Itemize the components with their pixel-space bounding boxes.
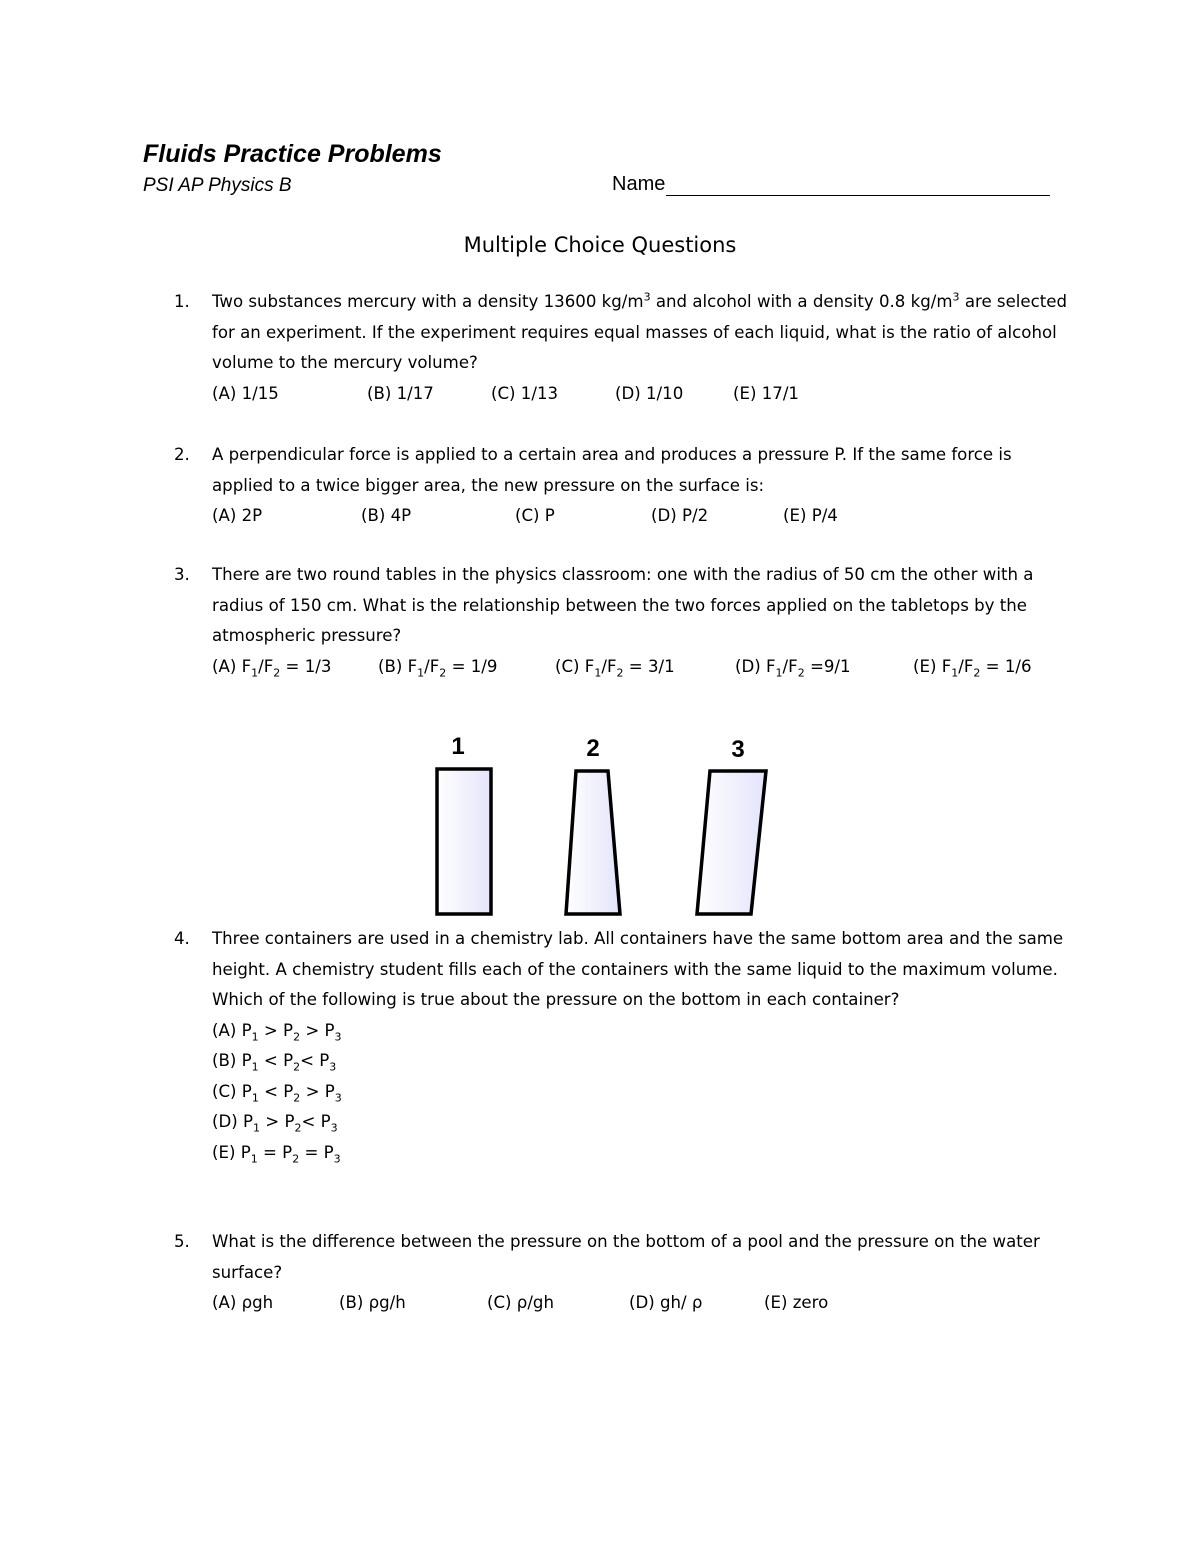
- option-a: (A) $P_1 > P_2 > P_3$: [212, 1020, 342, 1043]
- container-2-label: 2: [586, 735, 600, 762]
- question-number: 3.: [174, 565, 190, 584]
- question-text: Three containers are used in a chemistry lab. All containers have the same bottom area and the same height. A chemistry student fills each of the containers with the same liquid to the maximum volume. Which of the following is true about the pressure on the bottom in each container?: [212, 929, 1064, 1009]
- option-c: (C) ρ/gh: [487, 1293, 554, 1312]
- answer-options: [212, 1288, 1074, 1319]
- option-c: (C) 1/13: [491, 383, 559, 403]
- container-1-label: 1: [451, 733, 465, 760]
- question-5: [174, 1227, 1074, 1319]
- page-title: Fluids Practice Problems: [143, 140, 442, 168]
- option-c: (C) P: [515, 506, 555, 525]
- option-e: (E) P/4: [783, 506, 838, 525]
- option-b: (B) $F_1/F_2 = 1/9$: [378, 656, 498, 679]
- option-c: (C) $P_1 < P_2 > P_3$: [212, 1081, 342, 1104]
- container-3: [697, 771, 766, 914]
- option-d: (D) 1/10: [615, 383, 684, 403]
- option-b: (B) $P_1 < P_2< P_3$: [212, 1051, 337, 1074]
- answer-options: [212, 1016, 1074, 1169]
- option-b: (B) ρg/h: [339, 1293, 406, 1312]
- option-c: (C) $F_1/F_2 = 3/1$: [555, 656, 675, 679]
- option-b: (B) 4P: [361, 506, 412, 525]
- option-e: (E) 17/1: [733, 383, 799, 403]
- option-a: (A) 1/15: [212, 383, 279, 403]
- option-e: (E) $F_1/F_2 = 1/6$: [913, 656, 1032, 679]
- question-4: [174, 924, 1074, 1168]
- question-text: A perpendicular force is applied to a certain area and produces a pressure P. If the same force is applied to a twice bigger area, the new pressure on the surface is:: [212, 445, 1012, 495]
- question-number: 1.: [174, 292, 190, 311]
- option-a: (A) $F_1/F_2 = 1/3$: [212, 656, 332, 679]
- option-a: (A) ρgh: [212, 1293, 274, 1312]
- option-d: (D) $P_1 > P_2< P_3$: [212, 1112, 338, 1135]
- option-d: (D) $F_1/F_2 =9/1$: [735, 656, 851, 679]
- option-d: (D) gh/ ρ: [629, 1293, 703, 1312]
- question-text: There are two round tables in the physics classroom: one with the radius of 50 cm the other with a radius of 150 cm. What is the relationship between the two forces applied on the tabletops by the atmospheric pressure?: [212, 565, 1034, 645]
- question-number: 4.: [174, 929, 190, 948]
- name-label: Name: [612, 173, 666, 195]
- question-number: 5.: [174, 1232, 190, 1251]
- course-subtitle: PSI AP Physics B: [143, 175, 292, 196]
- option-e: (E) $P_1 = P_2 = P_3$: [212, 1142, 341, 1165]
- section-title: Multiple Choice Questions: [463, 233, 737, 257]
- option-e: (E) zero: [764, 1293, 829, 1312]
- option-d: (D) P/2: [651, 506, 709, 525]
- option-a: (A) 2P: [212, 506, 263, 525]
- container-1: [437, 769, 491, 914]
- container-2: [566, 771, 620, 914]
- option-b: (B) 1/17: [367, 383, 434, 403]
- container-3-label: 3: [731, 736, 745, 763]
- question-text: What is the difference between the pressure on the bottom of a pool and the pressure on the water surface?: [212, 1232, 1040, 1282]
- question-text: Two substances mercury with a density 13600 $kg/m^3$ and alcohol with a density 0.8 $kg/m^3$ are selected for an experiment. If the experiment requires equal masses of each liquid, what is the ratio of alcohol volume to the mercury volume?: [212, 290, 1067, 372]
- question-number: 2.: [174, 445, 190, 464]
